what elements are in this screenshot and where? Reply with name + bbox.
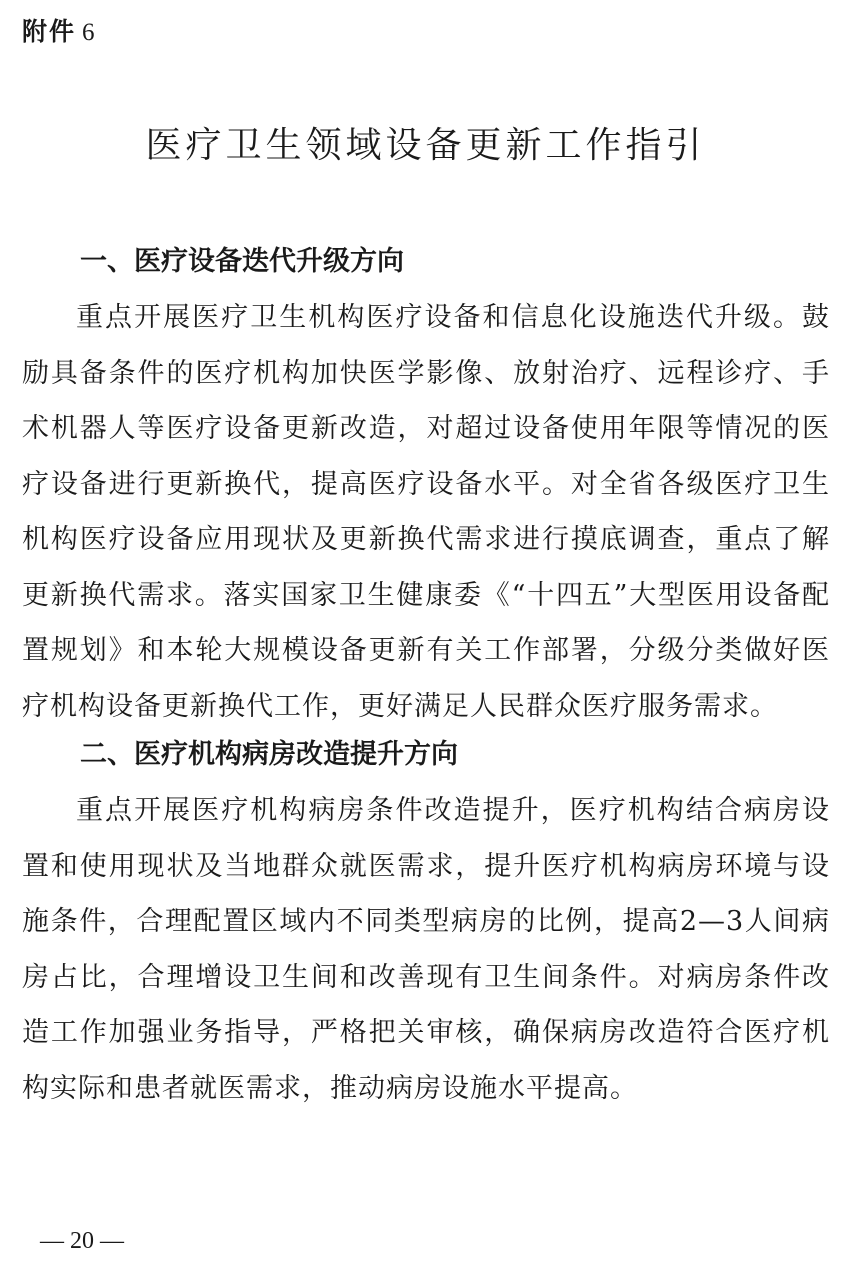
page-number: — 20 — — [40, 1228, 124, 1254]
attachment-text: 附件 — [22, 17, 77, 46]
section-paragraph-1: 重点开展医疗卫生机构医疗设备和信息化设施迭代升级。鼓励具备条件的医疗机构加快医学影像、放射治疗、远程诊疗、手术机器人等医疗设备更新改造，对超过设备使用年限等情况的医疗设备进行更新换代，提高医疗设备水平。对全省各级医疗卫生机构医疗设备应用现状及更新换代需求进行摸底调查，重点了解更新换代需求。落实国家卫生健康委《“十四五”大型医用设备配置规划》和本轮大规模设备更新有关工作部署，分级分类做好医疗机构设备更新换代工作，更好满足人民群众医疗服务需求。 — [22, 302, 830, 722]
section-heading-1: 一、医疗设备迭代升级方向 — [80, 246, 404, 277]
section-paragraph-2: 重点开展医疗机构病房条件改造提升，医疗机构结合病房设置和使用现状及当地群众就医需求，提升医疗机构病房环境与设施条件，合理配置区域内不同类型病房的比例，提高2—3人间病房占比，合理增设卫生间和改善现有卫生间条件。对病房条件改造工作加强业务指导，严格把关审核，确保病房改造符合医疗机构实际和患者就医需求，推动病房设施水平提高。 — [22, 795, 830, 1104]
attachment-label — [22, 14, 95, 51]
attachment-number: 6 — [82, 19, 95, 46]
section-heading-2: 二、医疗机构病房改造提升方向 — [80, 739, 458, 770]
document-title: 医疗卫生领域设备更新工作指引 — [145, 125, 706, 166]
